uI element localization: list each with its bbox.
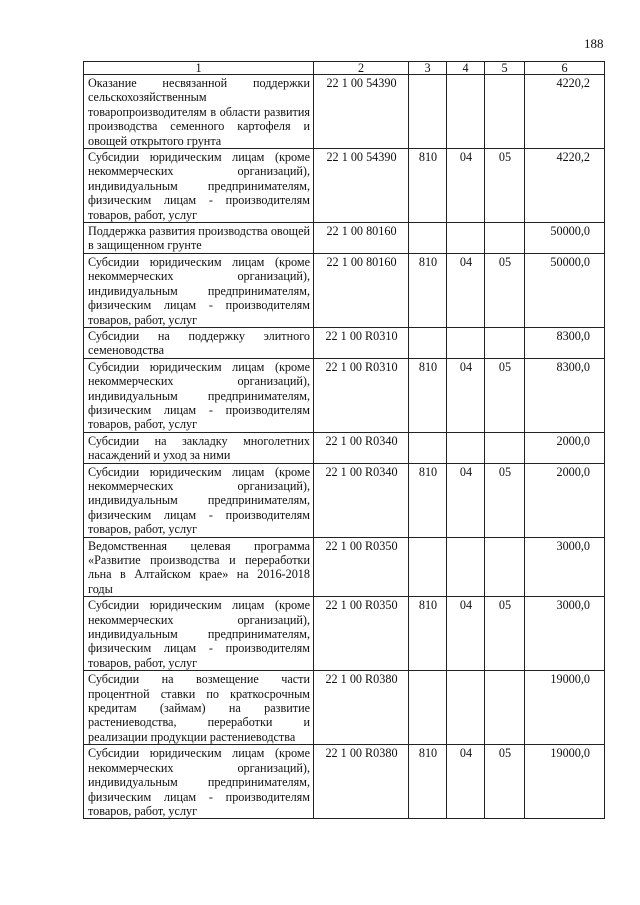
row-code-cell: 22 1 00 80160 — [314, 223, 409, 254]
row-c4-cell: 04 — [447, 253, 485, 327]
row-name-cell: Субсидии юридическим лицам (кроме некоммерческих организаций), индивидуальным предпринимателям, физическим лицам - производителям товаров, работ, услуг — [84, 463, 314, 537]
row-code-cell: 22 1 00 R0380 — [314, 745, 409, 819]
row-c4-cell — [447, 223, 485, 254]
row-c3-cell: 810 — [409, 149, 447, 223]
row-c3-cell — [409, 327, 447, 358]
row-name-cell: Субсидии юридическим лицам (кроме некоммерческих организаций), индивидуальным предпринимателям, физическим лицам - производителям товаров, работ, услуг — [84, 597, 314, 671]
row-c5-cell — [485, 537, 525, 597]
row-amount-cell: 2000,0 — [525, 432, 605, 463]
table-row — [84, 75, 605, 149]
row-c5-cell: 05 — [485, 745, 525, 819]
row-name-cell: Субсидии юридическим лицам (кроме некоммерческих организаций), индивидуальным предпринимателям, физическим лицам - производителям товаров, работ, услуг — [84, 358, 314, 432]
row-amount-cell: 50000,0 — [525, 253, 605, 327]
row-name-cell: Субсидии на возмещение части процентной ставки по краткосрочным кредитам (займам) на развитие растениеводства, переработки и реализации продукции растениеводства — [84, 671, 314, 745]
row-c4-cell — [447, 537, 485, 597]
row-c5-cell: 05 — [485, 358, 525, 432]
table-row — [84, 358, 605, 432]
row-amount-cell: 19000,0 — [525, 671, 605, 745]
row-c4-cell — [447, 75, 485, 149]
row-amount-cell: 50000,0 — [525, 223, 605, 254]
table-row — [84, 537, 605, 597]
row-amount-cell: 8300,0 — [525, 327, 605, 358]
row-c3-cell — [409, 75, 447, 149]
row-code-cell: 22 1 00 54390 — [314, 75, 409, 149]
row-c3-cell — [409, 671, 447, 745]
row-c3-cell — [409, 223, 447, 254]
row-c4-cell: 04 — [447, 745, 485, 819]
row-c4-cell — [447, 671, 485, 745]
row-c4-cell: 04 — [447, 463, 485, 537]
row-c4-cell — [447, 327, 485, 358]
row-amount-cell: 2000,0 — [525, 463, 605, 537]
table-row — [84, 223, 605, 254]
row-c3-cell: 810 — [409, 597, 447, 671]
table-body — [84, 75, 605, 819]
table-row — [84, 149, 605, 223]
row-name-cell: Оказание несвязанной поддержки сельскохозяйственным товаропроизводителям в области развития производства семенного картофеля и овощей открытого грунта — [84, 75, 314, 149]
row-c4-cell — [447, 432, 485, 463]
header-col-3: 3 — [409, 62, 447, 75]
row-name-cell: Субсидии на закладку многолетних насаждений и уход за ними — [84, 432, 314, 463]
row-code-cell: 22 1 00 R0340 — [314, 432, 409, 463]
row-amount-cell: 3000,0 — [525, 597, 605, 671]
row-name-cell: Субсидии юридическим лицам (кроме некоммерческих организаций), индивидуальным предпринимателям, физическим лицам - производителям товаров, работ, услуг — [84, 745, 314, 819]
header-col-1: 1 — [84, 62, 314, 75]
row-c5-cell — [485, 223, 525, 254]
table-header — [84, 62, 605, 75]
row-c3-cell — [409, 432, 447, 463]
row-name-cell: Субсидии на поддержку элитного семеноводства — [84, 327, 314, 358]
row-c5-cell: 05 — [485, 253, 525, 327]
header-col-4: 4 — [447, 62, 485, 75]
row-c3-cell — [409, 537, 447, 597]
row-name-cell: Субсидии юридическим лицам (кроме некоммерческих организаций), индивидуальным предпринимателям, физическим лицам - производителям товаров, работ, услуг — [84, 149, 314, 223]
row-code-cell: 22 1 00 54390 — [314, 149, 409, 223]
row-c4-cell: 04 — [447, 597, 485, 671]
row-c5-cell — [485, 671, 525, 745]
table-row — [84, 327, 605, 358]
row-amount-cell: 3000,0 — [525, 537, 605, 597]
table-row — [84, 432, 605, 463]
header-col-6: 6 — [525, 62, 605, 75]
row-c3-cell: 810 — [409, 745, 447, 819]
header-row — [84, 62, 605, 75]
row-name-cell: Поддержка развития производства овощей в защищенном грунте — [84, 223, 314, 254]
row-code-cell: 22 1 00 R0310 — [314, 358, 409, 432]
row-c3-cell: 810 — [409, 463, 447, 537]
row-c5-cell: 05 — [485, 597, 525, 671]
row-name-cell: Субсидии юридическим лицам (кроме некоммерческих организаций), индивидуальным предпринимателям, физическим лицам - производителям товаров, работ, услуг — [84, 253, 314, 327]
row-amount-cell: 4220,2 — [525, 149, 605, 223]
row-code-cell: 22 1 00 R0350 — [314, 537, 409, 597]
row-c3-cell: 810 — [409, 358, 447, 432]
row-code-cell: 22 1 00 R0340 — [314, 463, 409, 537]
row-code-cell: 22 1 00 R0310 — [314, 327, 409, 358]
row-name-cell: Ведомственная целевая программа «Развитие производства и переработки льна в Алтайском крае» на 2016-2018 годы — [84, 537, 314, 597]
budget-table — [83, 61, 605, 819]
row-c5-cell: 05 — [485, 149, 525, 223]
row-c5-cell: 05 — [485, 463, 525, 537]
row-c5-cell — [485, 75, 525, 149]
row-c5-cell — [485, 327, 525, 358]
row-amount-cell: 19000,0 — [525, 745, 605, 819]
table-row — [84, 597, 605, 671]
page-number: 188 — [584, 36, 604, 51]
row-amount-cell: 8300,0 — [525, 358, 605, 432]
table-row — [84, 463, 605, 537]
row-c4-cell: 04 — [447, 149, 485, 223]
row-code-cell: 22 1 00 80160 — [314, 253, 409, 327]
row-c3-cell: 810 — [409, 253, 447, 327]
table-row — [84, 253, 605, 327]
row-code-cell: 22 1 00 R0380 — [314, 671, 409, 745]
table-row — [84, 745, 605, 819]
row-code-cell: 22 1 00 R0350 — [314, 597, 409, 671]
table-row — [84, 671, 605, 745]
header-col-2: 2 — [314, 62, 409, 75]
row-c4-cell: 04 — [447, 358, 485, 432]
row-c5-cell — [485, 432, 525, 463]
row-amount-cell: 4220,2 — [525, 75, 605, 149]
header-col-5: 5 — [485, 62, 525, 75]
